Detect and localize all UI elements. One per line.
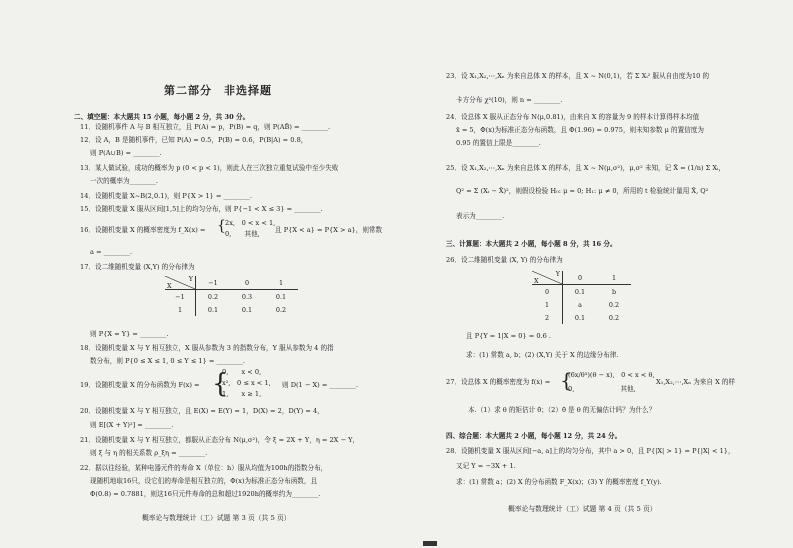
- question-22-line1: 22．据以往经验，某种电器元件的寿命 X（单位：h）服从均值为100h的指数分布，: [80, 464, 328, 472]
- section-fill-in-header: 二、填空题：本大题共 15 小题，每小题 2 分，共 30 分。: [74, 113, 250, 121]
- q17-distribution-table: [165, 276, 298, 316]
- brace: {: [212, 369, 229, 399]
- table-row: [532, 311, 631, 324]
- question-21-line1: 21．设随机变量 X 与 Y 相互独立，都服从正态分布 N(μ,σ²)，令 ξ = 2X + Y，η = 2X − Y，: [80, 436, 360, 444]
- table-cell: 0.2: [608, 300, 620, 309]
- question-22-line3: Φ(0.8) = 0.7881，则这16只元件寿命的总和超过1920h的概率约为________.: [90, 490, 321, 498]
- right-page: [432, 0, 748, 548]
- brace: {: [560, 368, 573, 392]
- table-row: [165, 290, 298, 304]
- table-cell: 0.3: [241, 292, 253, 301]
- question-18-line1: 18．设随机变量 X 与 Y 相互独立，X 服从参数为 3 的指数分布，Y 服从参数为 4 的指: [80, 344, 334, 352]
- header-cell: 1: [264, 276, 298, 290]
- question-26-condition: 且 P{Y = 1|X = 0} = 0.6 .: [466, 332, 552, 340]
- question-19-case2: x², 0 ≤ x < 1,: [222, 379, 271, 387]
- question-19-suffix: 则 D(1 − X) = ________.: [282, 381, 358, 389]
- question-24-line3: 0.95 的置信上限是________.: [456, 139, 541, 147]
- question-27-case2: 0, 其他,: [568, 385, 636, 393]
- question-19-case3: 1, x ≥ 1,: [222, 390, 262, 398]
- row-label: 2: [532, 311, 563, 324]
- part-title: 第二部分 非选择题: [164, 84, 272, 97]
- question-20-line1: 20．设随机变量 X 与 Y 相互独立，且 E(X) = E(Y) = 1，D(X) = 2，D(Y) = 4，: [80, 407, 324, 415]
- table-cell: 0.1: [574, 287, 586, 296]
- table-corner: [532, 271, 563, 285]
- x-axis-label: X: [167, 282, 172, 290]
- question-12-line1: 12．设 A，B 是随机事件，已知 P(A) = 0.5，P(B) = 0.6，P(B|A) = 0.8，: [80, 136, 308, 144]
- question-26-ask: 求：(1) 常数 a, b；(2) (X,Y) 关于 X 的边缘分布律.: [466, 351, 619, 359]
- section-calculation-header: 三、计算题：本大题共 2 小题，每小题 8 分，共 16 分。: [446, 240, 617, 248]
- table-corner: [165, 276, 196, 290]
- question-23-line1: 23．设 X₁,X₂,⋯,Xₙ 为来自总体 X 的样本，且 X ~ N(0,1)，若 Σ Xᵢ² 服从自由度为10 的: [446, 72, 710, 80]
- question-27-case1: (6x/θ³)(θ − x), 0 < x < θ,: [568, 371, 655, 379]
- question-11: 11．设随机事件 A 与 B 相互独立，且 P(A) = p，P(B) = q，则 P(AB̄) = ________.: [80, 123, 331, 131]
- table-cell: 0.1: [275, 292, 287, 301]
- question-25-line1: 25．设 X₁,X₂,⋯,Xₙ 为来自总体 X 的样本，且 X ~ N(μ,σ²)，μ,σ² 未知，记 X̄ = (1/n) Σ Xᵢ，: [446, 164, 726, 172]
- question-22-line2: 现随机地取16只，设它们的寿命是相互独立的，Φ(x)为标准正态分布函数，且: [90, 477, 318, 485]
- table-cell: b: [611, 287, 617, 296]
- question-28-line2: 又记 Y = −3X + 1.: [456, 462, 516, 470]
- question-17: 17．设二维随机变量 (X,Y) 的分布律为: [80, 263, 195, 271]
- row-label: 0: [532, 285, 563, 299]
- question-27-suffix: X₁,X₂,⋯,Xₙ 为来自 X 的样: [656, 378, 736, 386]
- table-cell: 0.2: [608, 313, 620, 322]
- table-row: [165, 303, 298, 316]
- question-16-suffix: 且 P{X < a} = P{X > a}，则常数: [275, 226, 383, 234]
- question-27-ask: 本.（1）求 θ 的矩估计 θ̂；（2）θ̂ 是 θ 的无偏估计吗？为什么？: [468, 406, 656, 414]
- question-12-line2: 则 P(A∪B) = ________.: [90, 149, 162, 157]
- question-21-line2: 则 ξ 与 η 的相关系数 ρ_ξη = ________.: [90, 449, 208, 457]
- page-footer: 概率论与数理统计（工）试题 第 3 页（共 5 页）: [142, 514, 291, 522]
- table-cell: 0.2: [207, 292, 219, 301]
- question-17-answer: 则 P{X = Y} = ________.: [90, 330, 169, 338]
- question-18-line2: 数分布，则 P{0 ≤ X ≤ 1, 0 ≤ Y ≤ 1} = ________.: [90, 357, 245, 365]
- question-13-line1: 13．某人做试验，成功的概率为 p (0 < p < 1)，则此人在三次独立重复试验中至少失败: [80, 164, 339, 172]
- section-comprehensive-header: 四、综合题：本大题共 2 小题，每小题 12 分，共 24 分。: [446, 432, 622, 440]
- question-28-ask: 求：(1) 常数 a；(2) X 的分布函数 F_X(x)；(3) Y 的概率密度 f_Y(y).: [456, 478, 662, 486]
- x-axis-label: X: [534, 277, 539, 285]
- row-label: 1: [532, 298, 563, 311]
- header-cell: −1: [196, 276, 231, 290]
- header-cell: 0: [230, 276, 264, 290]
- question-16-line2: a = ________.: [90, 248, 133, 256]
- y-axis-label: Y: [188, 275, 193, 283]
- question-14: 14．设随机变量 X~B(2,0.1)，则 P{X > 1} = ________.: [80, 192, 252, 200]
- question-24-line1: 24．设总体 X 服从正态分布 N(μ,0.81)，由来自 X 的容量为 9 的样本计算得样本均值: [446, 113, 700, 121]
- header-cell: 1: [597, 271, 631, 285]
- question-19-case1: 0, x < 0,: [222, 368, 262, 376]
- question-16-case2: 0, 其他,: [225, 230, 260, 238]
- q26-distribution-table: [532, 271, 631, 324]
- table-row: [532, 285, 631, 299]
- page-footer: 概率论与数理统计（工）试题 第 4 页（共 5 页）: [508, 505, 657, 513]
- question-20-line2: 则 E[(X + Y)²] = ________.: [90, 421, 174, 429]
- question-25-line3: 表示为________.: [456, 212, 505, 220]
- table-row: [532, 298, 631, 311]
- question-16-prefix: 16．设随机变量 X 的概率密度为 f_X(x) =: [80, 226, 206, 234]
- question-27-prefix: 27．设总体 X 的概率密度为 f(x) =: [446, 378, 551, 386]
- table-cell: a: [578, 300, 582, 309]
- table-cell: 0.1: [207, 305, 219, 314]
- header-cell: 0: [563, 271, 598, 285]
- y-axis-label: Y: [555, 270, 560, 278]
- brace: {: [217, 218, 226, 234]
- table-cell: 0.2: [275, 305, 287, 314]
- table-cell: 0.1: [574, 313, 586, 322]
- row-label: −1: [165, 290, 196, 304]
- table-cell: 0.1: [241, 305, 253, 314]
- question-24-line2: x̄ = 5，Φ(x)为标准正态分布函数，且 Φ(1.96) = 0.975，则未知参数 μ 的置信度为: [456, 126, 704, 134]
- left-page: [70, 0, 388, 548]
- question-15: 15．设随机变量 X 服从区间[1,5]上的均匀分布，则 P{−1 < X ≤ 3} = ________.: [80, 205, 323, 213]
- question-25-line2: Q² = Σ (Xᵢ − X̄)²，则假设检验 H₀: μ = 0; H₁: μ ≠ 0，所用的 t 检验统计量用 X̄, Q²: [456, 187, 709, 195]
- question-23-line2: 卡方分布 χ²(10)，则 n = ________.: [456, 96, 563, 104]
- row-label: 1: [165, 303, 196, 316]
- question-28-line1: 28．设随机变量 X 服从区间[−a, a]上的均匀分布，其中 a > 0，且 P{|X| > 1} = P{|X| < 1}，: [446, 447, 735, 455]
- question-13-line2: 一次的概率为________.: [90, 177, 159, 185]
- scanner-mark: [423, 541, 437, 546]
- question-26: 26．设二维随机变量 (X, Y) 的分布律为: [446, 256, 563, 264]
- question-19-prefix: 19．设随机变量 X 的分布函数为 F(x) =: [80, 381, 200, 389]
- question-16-case1: 2x, 0 < x < 1,: [225, 219, 276, 227]
